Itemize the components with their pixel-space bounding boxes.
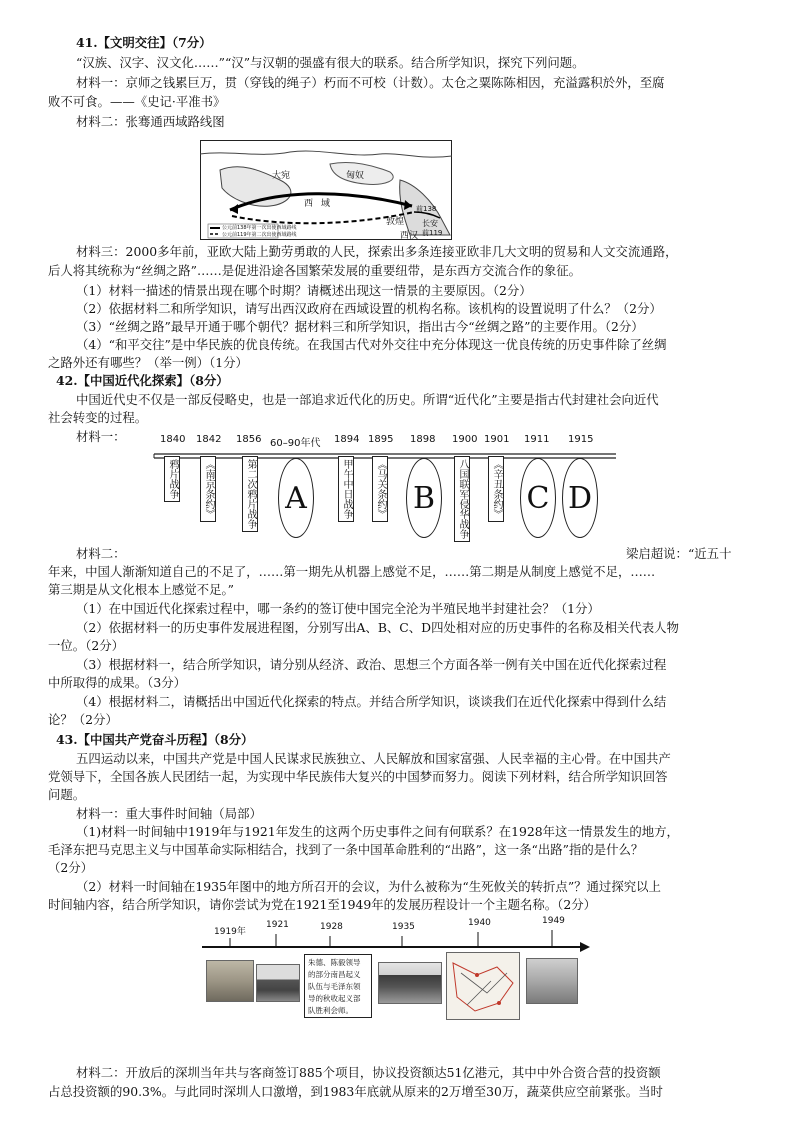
q42-question2-line1: （2）依据材料一的历史事件发展进程图，分别写出A、B、C、D四处相对应的历史事件的名称及相关代表人物 [76, 620, 679, 635]
cpc-year-1940: 1940 [468, 918, 491, 928]
q41-question3: （3）“丝绸之路”最早开通于哪个朝代？据材料三和所学知识，指出古今“丝绸之路”的主要作用。（2分） [76, 319, 644, 334]
zhang-qian-route-map [200, 140, 452, 240]
event-nanjing-treaty: 《南京条约》 [200, 456, 216, 522]
event-shimonoseki-treaty: 《马关条约》 [372, 456, 388, 522]
map-label-changan: 长安 [422, 219, 438, 228]
map-year-second: 前119 [422, 229, 443, 237]
event-sino-japanese-war: 甲午中日战争 [338, 456, 354, 522]
photo-may-fourth [206, 960, 254, 1002]
q43-title: 43.【中国共产党奋斗历程】（8分） [56, 732, 254, 747]
q43-intro-line3: 问题。 [48, 787, 86, 802]
q43-question2-line1: （2）材料一时间轴在1935年图中的地方所召开的会议，为什么被称为“生死攸关的转折点”？通过探究以上 [76, 879, 661, 894]
photo-founding-ceremony [526, 958, 578, 1004]
oval-b: B [406, 458, 442, 538]
q42-question4-line2: 论？（2分） [48, 712, 118, 727]
map-legend-second: 公元前119年第二次出使西域路线 [222, 232, 297, 238]
q42-material1: 材料一： [76, 429, 126, 444]
caption-line-3: 队伍与毛泽东领 [308, 982, 361, 991]
oval-c: C [520, 458, 556, 538]
cpc-1928-caption [304, 954, 372, 1018]
q41-question1: （1）材料一描述的情景出现在哪个时期？请概述出现这一情景的主要原因。（2分） [76, 283, 532, 298]
caption-line-4: 导的秋收起义部 [308, 994, 361, 1003]
caption-line-1: 朱德、陈毅领导 [308, 958, 361, 967]
q43-intro-line1: 五四运动以来，中国共产党是中国人民谋求民族独立、人民解放和国家富强、人民幸福的主心骨。在中国共产 [76, 751, 671, 766]
cpc-year-1921: 1921 [266, 920, 289, 930]
timeline-year-1898: 1898 [410, 434, 436, 445]
photo-first-congress-site [256, 964, 300, 1002]
q42-question3-line1: （3）根据材料一，结合所学知识，请分别从经济、政治、思想三个方面各举一例有关中国在近代化探索过程 [76, 657, 667, 672]
oval-a: A [278, 458, 314, 538]
q41-material1-line2: 败不可食。——《史记·平准书》 [48, 94, 226, 109]
map-year-first: 前138 [416, 205, 437, 213]
q43-material2-line2: 占总投资额的90.3%。与此同时深圳人口激增，到1983年底就从原来的2万增至30万，蔬菜供应空前紧张。当时 [48, 1084, 663, 1099]
q42-intro-line1: 中国近代史不仅是一部反侵略史，也是一部追求近代化的历史。所谓“近代化”主要是指古代封建社会向近代 [76, 392, 659, 407]
q41-material3-line2: 后人将其统称为“丝绸之路”……是促进沿途各国繁荣发展的重要纽带，是东西方交流合作的象征。 [48, 263, 582, 278]
q41-intro: “汉族、汉字、汉文化……”“汉”与汉朝的强盛有很大的联系。结合所学知识，探究下列问题。 [76, 55, 585, 70]
q41-material3-line1: 材料三：2000多年前，亚欧大陆上勤劳勇敢的人民，探索出多条连接亚欧非几大文明的贸易和人文交流通路， [76, 244, 678, 259]
q43-question1-line3: （2分） [48, 860, 94, 875]
timeline-year-1894: 1894 [334, 434, 360, 445]
event-second-opium-war: 第二次鸦片战争 [242, 456, 258, 532]
map-label-xiyu: 西域 [304, 199, 339, 209]
cpc-timeline [200, 914, 590, 1020]
map-legend-first: 公元前138年第一次出使西域路线 [222, 225, 297, 231]
timeline-year-1895: 1895 [368, 434, 394, 445]
q43-question2-line2: 时间轴内容，结合所学知识，请你尝试为党在1921至1949年的发展历程设计一个主题名称。（2分） [48, 897, 596, 912]
q42-question4-line1: （4）根据材料二，请概括出中国近代化探索的特点。并结合所学知识，谈谈我们在近代化探索中得到什么结 [76, 694, 667, 709]
q42-question2-line2: 一位。（2分） [48, 638, 125, 653]
q42-intro-line2: 社会转变的过程。 [48, 410, 148, 425]
q43-material1: 材料一：重大事件时间轴（局部） [76, 806, 262, 821]
map-label-dawan: 大宛 [272, 171, 291, 181]
event-eight-nation-alliance: 八国联军侵华战争 [454, 456, 470, 542]
modernization-timeline [150, 428, 620, 544]
q43-intro-line2: 党领导下，全国各族人民团结一起，为实现中华民族伟大复兴的中国梦而努力。阅读下列材料，结合所学知识回答 [48, 769, 668, 784]
q41-question2: （2）依据材料二和所学知识，请写出西汉政府在西域设置的机构名称。该机构的设置说明了什么？（2分） [76, 301, 662, 316]
q43-material2-line1: 材料二：开放后的深圳当年共与客商签订885个项目，协议投资额达51亿港元，其中中外合资合营的投资额 [76, 1065, 661, 1080]
caption-line-2: 的部分南昌起义 [308, 970, 361, 979]
battle-map-icon [446, 952, 520, 1020]
q41-title: 41.【文明交往】（7分） [76, 35, 212, 50]
event-opium-war: 鸦片战争 [164, 456, 180, 502]
q41-material1-line1: 材料一：京师之钱累巨万，贯（穿钱的绳子）朽而不可校（计数）。太仓之粟陈陈相因，充溢露积於外，至腐 [76, 75, 665, 90]
map-label-dunhuang: 敦煌 [386, 217, 405, 227]
q41-question4-line1: （4）“和平交往”是中华民族的优良传统。在我国古代对外交往中充分体现这一优良传统的历史事件除了丝绸 [76, 337, 667, 352]
map-label-xihan: 西汉 [400, 231, 419, 241]
q42-material2-label: 材料二： [76, 546, 126, 561]
q42-question1: （1）在中国近代化探索过程中，哪一条约的签订使中国完全沦为半殖民地半封建社会？（1分） [76, 601, 600, 616]
q41-question4-line2: 之路外还有哪些？（举一例）（1分） [48, 355, 248, 370]
q42-title: 42.【中国近代化探索】（8分） [56, 373, 229, 388]
event-boxer-protocol: 《辛丑条约》 [488, 456, 504, 522]
timeline-year-1840: 1840 [160, 434, 186, 445]
q43-question1-line1: （1)材料一时间轴中1919年与1921年发生的这两个历史事件之间有何联系？在1928年这一情景发生的地方， [76, 824, 679, 839]
photo-zunyi-meeting-site [378, 962, 442, 1004]
map-label-xiongnu: 匈奴 [346, 171, 365, 181]
timeline-year-1842: 1842 [196, 434, 222, 445]
cpc-year-1949: 1949 [542, 916, 565, 926]
q42-material2-line2: 年来，中国人渐渐知道自己的不足了，……第一期先从机器上感觉不足，……第二期是从制度上感觉不足，…… [48, 564, 656, 579]
q42-question3-line2: 中所取得的成果。（3分） [48, 675, 186, 690]
timeline-year-60-90: 60–90年代 [270, 438, 321, 449]
timeline-year-1915: 1915 [568, 434, 594, 445]
q42-material2-line3: 第三期是从文化根本上感觉不足。” [48, 582, 234, 597]
timeline-year-1901: 1901 [484, 434, 510, 445]
caption-line-5: 队胜利会师。 [308, 1006, 353, 1015]
cpc-year-1935: 1935 [392, 922, 415, 932]
timeline-year-1911: 1911 [524, 434, 550, 445]
oval-d: D [562, 458, 598, 538]
q41-material2: 材料二：张骞通西域路线图 [76, 114, 225, 129]
cpc-year-1919: 1919年 [214, 927, 246, 937]
cpc-year-1928: 1928 [320, 922, 343, 932]
q42-material2-quote-start: 梁启超说：“近五十 [626, 546, 732, 561]
timeline-year-1900: 1900 [452, 434, 478, 445]
q43-question1-line2: 毛泽东把马克思主义与中国革命实际相结合，找到了一条中国革命胜利的“出路”，这一条“出路”指的是什么？ [48, 842, 644, 857]
timeline-year-1856: 1856 [236, 434, 262, 445]
